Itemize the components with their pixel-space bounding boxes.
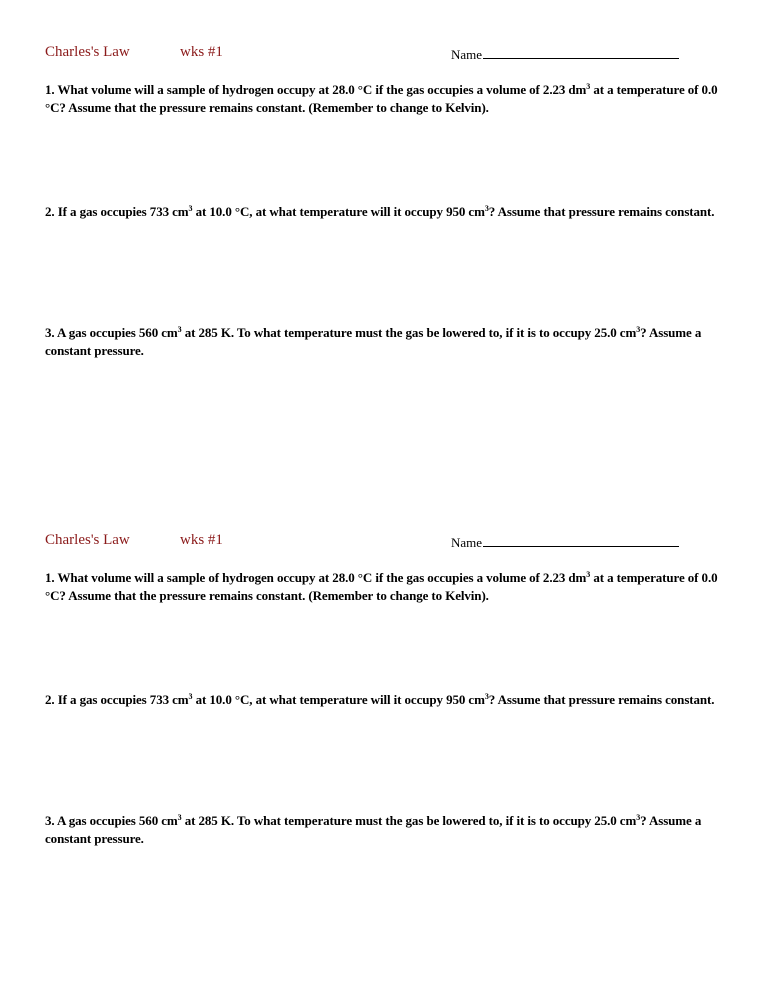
name-field[interactable] (451, 45, 679, 63)
superscript: 3 (177, 813, 182, 822)
name-field[interactable] (451, 533, 679, 551)
name-blank-line[interactable] (483, 45, 679, 59)
question-text: ? Assume a constant pressure. (45, 325, 702, 358)
worksheet-top (45, 44, 725, 358)
question-text: at 10.0 °C, at what temperature will it occupy 950 cm (192, 204, 485, 219)
superscript: 3 (484, 692, 489, 701)
superscript: 3 (177, 325, 182, 334)
worksheet-number: wks #1 (180, 44, 223, 60)
worksheet-bottom (45, 532, 725, 846)
name-label: Name (451, 535, 483, 550)
worksheet-header (45, 44, 725, 66)
question-2 (45, 203, 725, 221)
name-blank-line[interactable] (483, 533, 679, 547)
question-2 (45, 691, 725, 709)
question-text: 2. If a gas occupies 733 cm (45, 204, 189, 219)
question-text: ? Assume a constant pressure. (45, 813, 702, 846)
question-1 (45, 81, 725, 117)
worksheet-title: Charles's Law (45, 532, 130, 548)
question-text: at 285 K. To what temperature must the gas be lowered to, if it is to occupy 25.0 cm (181, 813, 637, 828)
question-text: at a temperature of 0.0 °C? Assume that the pressure remains constant. (Remember to change to Kelvin). (45, 570, 718, 603)
question-text: at 10.0 °C, at what temperature will it occupy 950 cm (192, 692, 485, 707)
superscript: 3 (636, 813, 641, 822)
superscript: 3 (586, 570, 591, 579)
question-text: at 285 K. To what temperature must the gas be lowered to, if it is to occupy 25.0 cm (181, 325, 637, 340)
superscript: 3 (188, 692, 193, 701)
question-text: 3. A gas occupies 560 cm (45, 813, 178, 828)
superscript: 3 (188, 204, 193, 213)
superscript: 3 (484, 204, 489, 213)
question-text: 1. What volume will a sample of hydrogen occupy at 28.0 °C if the gas occupies a volume of 2.23 dm (45, 82, 587, 97)
question-3 (45, 324, 725, 360)
question-text: 1. What volume will a sample of hydrogen occupy at 28.0 °C if the gas occupies a volume of 2.23 dm (45, 570, 587, 585)
worksheet-title: Charles's Law (45, 44, 130, 60)
worksheet-header (45, 532, 725, 554)
question-text: 3. A gas occupies 560 cm (45, 325, 178, 340)
question-text: ? Assume that pressure remains constant. (488, 692, 715, 707)
superscript: 3 (586, 82, 591, 91)
question-text: ? Assume that pressure remains constant. (488, 204, 715, 219)
question-text: 2. If a gas occupies 733 cm (45, 692, 189, 707)
superscript: 3 (636, 325, 641, 334)
question-text: at a temperature of 0.0 °C? Assume that the pressure remains constant. (Remember to change to Kelvin). (45, 82, 718, 115)
name-label: Name (451, 47, 483, 62)
question-3 (45, 812, 725, 848)
question-1 (45, 569, 725, 605)
worksheet-number: wks #1 (180, 532, 223, 548)
